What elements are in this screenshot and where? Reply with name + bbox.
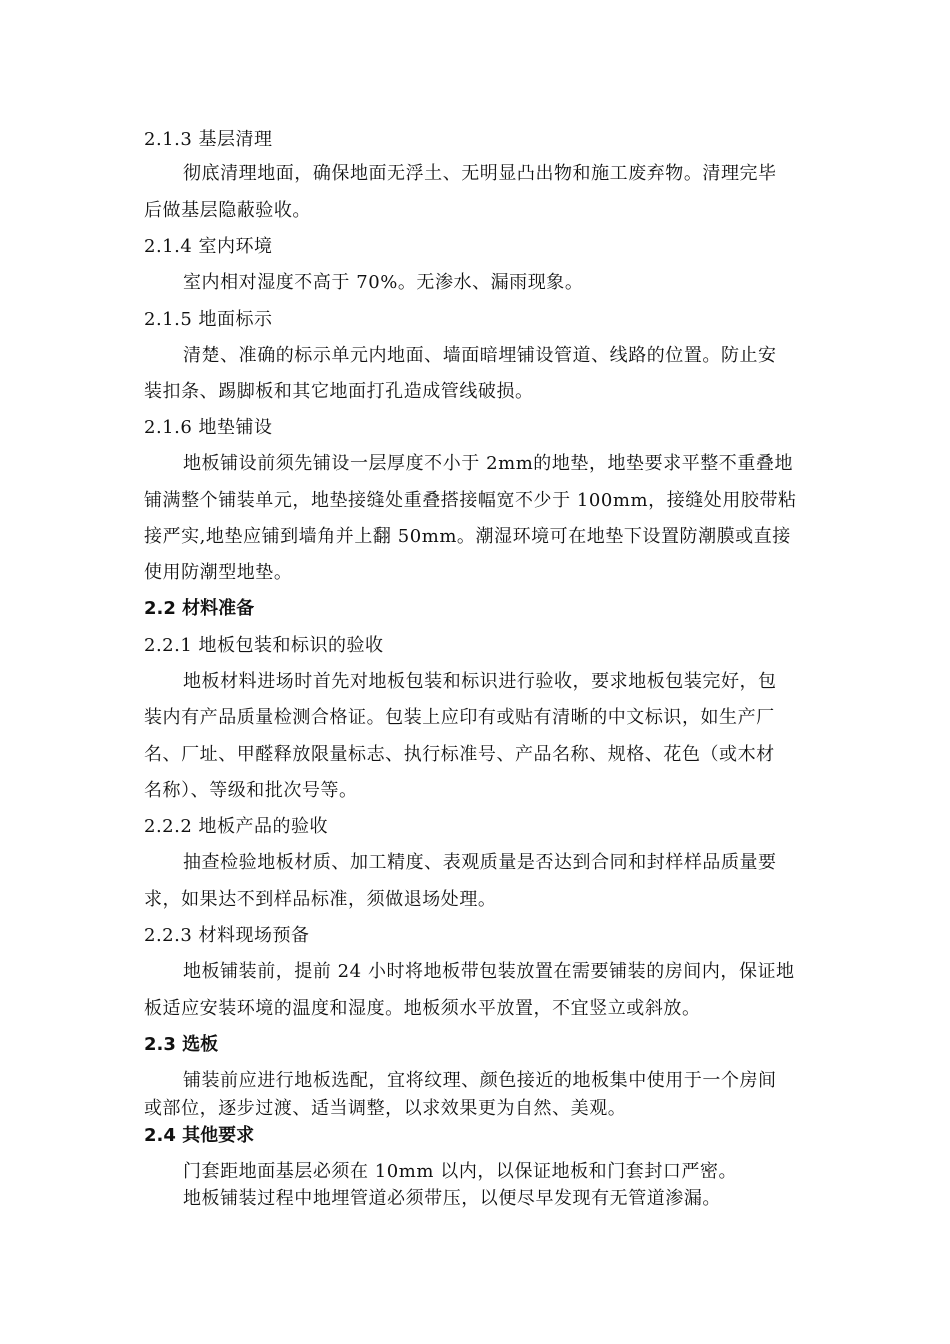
paragraph-line: 接严实,地垫应铺到墙角并上翻 50mm。潮湿环境可在地垫下设置防潮膜或直接 xyxy=(144,526,791,547)
paragraph-line: 地板铺装过程中地埋管道必须带压，以便尽早发现有无管道渗漏。 xyxy=(183,1188,721,1209)
subheading-2-2-3: 2.2.3 材料现场预备 xyxy=(144,925,310,946)
section-heading-2-4: 2.4 其他要求 xyxy=(144,1125,255,1146)
paragraph-line: 装扣条、踢脚板和其它地面打孔造成管线破损。 xyxy=(144,381,534,402)
paragraph-line: 板适应安装环境的温度和湿度。地板须水平放置，不宜竖立或斜放。 xyxy=(144,998,701,1019)
paragraph-line: 室内相对湿度不高于 70%。无渗水、漏雨现象。 xyxy=(183,272,584,293)
paragraph-line: 铺满整个铺装单元，地垫接缝处重叠搭接幅宽不少于 100mm，接缝处用胶带粘 xyxy=(144,490,797,511)
paragraph-line: 地板材料进场时首先对地板包装和标识进行验收，要求地板包装完好，包 xyxy=(183,671,777,692)
paragraph-line: 地板铺装前，提前 24 小时将地板带包装放置在需要铺装的房间内，保证地 xyxy=(183,961,795,982)
paragraph-line: 后做基层隐蔽验收。 xyxy=(144,200,311,221)
subheading-2-1-4: 2.1.4 室内环境 xyxy=(144,236,273,257)
paragraph-line: 清楚、准确的标示单元内地面、墙面暗埋铺设管道、线路的位置。防止安 xyxy=(183,345,777,366)
section-heading-2-3: 2.3 选板 xyxy=(144,1034,219,1055)
section-heading-2-2: 2.2 材料准备 xyxy=(144,598,255,619)
paragraph-line: 或部位，逐步过渡、适当调整，以求效果更为自然、美观。 xyxy=(144,1098,627,1119)
paragraph-line: 名称）、等级和批次号等。 xyxy=(144,780,358,801)
paragraph-line: 名、厂址、甲醛释放限量标志、执行标准号、产品名称、规格、花色（或木材 xyxy=(144,744,775,765)
paragraph-line: 铺装前应进行地板选配，宜将纹理、颜色接近的地板集中使用于一个房间 xyxy=(183,1070,777,1091)
subheading-2-2-2: 2.2.2 地板产品的验收 xyxy=(144,816,329,837)
subheading-2-2-1: 2.2.1 地板包装和标识的验收 xyxy=(144,635,384,656)
subheading-2-1-6: 2.1.6 地垫铺设 xyxy=(144,417,273,438)
paragraph-line: 使用防潮型地垫。 xyxy=(144,562,293,583)
paragraph-line: 彻底清理地面，确保地面无浮土、无明显凸出物和施工废弃物。清理完毕 xyxy=(183,163,777,184)
paragraph-line: 抽查检验地板材质、加工精度、表观质量是否达到合同和封样样品质量要 xyxy=(183,852,777,873)
paragraph-line: 装内有产品质量检测合格证。包装上应印有或贴有清晰的中文标识，如生产厂 xyxy=(144,707,775,728)
paragraph-line: 求，如果达不到样品标准，须做退场处理。 xyxy=(144,889,497,910)
paragraph-line: 门套距地面基层必须在 10mm 以内，以保证地板和门套封口严密。 xyxy=(183,1161,738,1182)
subheading-2-1-5: 2.1.5 地面标示 xyxy=(144,309,273,330)
subheading-2-1-3: 2.1.3 基层清理 xyxy=(144,129,273,150)
paragraph-line: 地板铺设前须先铺设一层厚度不小于 2mm的地垫，地垫要求平整不重叠地 xyxy=(183,453,794,474)
